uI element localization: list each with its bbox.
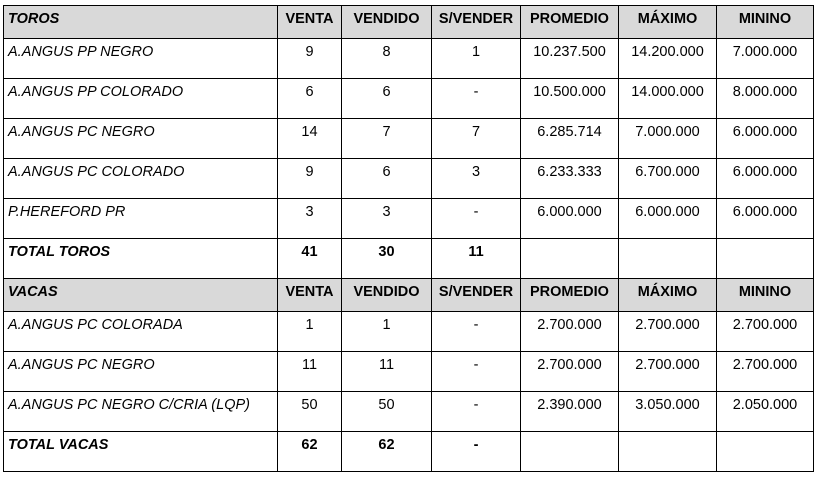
col-header-minimo: MININO — [717, 279, 814, 312]
promedio-cell: 2.390.000 — [521, 392, 619, 432]
total-vendido-cell: 62 — [342, 432, 432, 472]
breed-name: A.ANGUS PC COLORADO — [4, 159, 278, 199]
minimo-cell: 8.000.000 — [717, 79, 814, 119]
breed-name: A.ANGUS PC NEGRO — [4, 352, 278, 392]
maximo-cell: 2.700.000 — [619, 312, 717, 352]
sin-vender-cell: 3 — [432, 159, 521, 199]
col-header-venta: VENTA — [278, 6, 342, 39]
venta-cell: 9 — [278, 39, 342, 79]
total-promedio-cell — [521, 432, 619, 472]
promedio-cell: 2.700.000 — [521, 312, 619, 352]
maximo-cell: 6.000.000 — [619, 199, 717, 239]
total-promedio-cell — [521, 239, 619, 279]
toros-header-row — [4, 6, 814, 39]
breed-name: A.ANGUS PC COLORADA — [4, 312, 278, 352]
maximo-cell: 14.000.000 — [619, 79, 717, 119]
table-row — [4, 392, 814, 432]
sin-vender-cell: - — [432, 199, 521, 239]
vendido-cell: 3 — [342, 199, 432, 239]
maximo-cell: 7.000.000 — [619, 119, 717, 159]
sales-table — [3, 5, 814, 472]
minimo-cell: 2.700.000 — [717, 352, 814, 392]
col-header-promedio: PROMEDIO — [521, 6, 619, 39]
total-vendido-cell: 30 — [342, 239, 432, 279]
promedio-cell: 6.285.714 — [521, 119, 619, 159]
total-venta-cell: 41 — [278, 239, 342, 279]
total-vacas-row — [4, 432, 814, 472]
promedio-cell: 10.237.500 — [521, 39, 619, 79]
col-header-maximo: MÁXIMO — [619, 279, 717, 312]
venta-cell: 3 — [278, 199, 342, 239]
breed-name: A.ANGUS PP COLORADO — [4, 79, 278, 119]
sin-vender-cell: - — [432, 392, 521, 432]
total-sin-vender-cell: - — [432, 432, 521, 472]
sin-vender-cell: - — [432, 352, 521, 392]
sin-vender-cell: 1 — [432, 39, 521, 79]
total-minimo-cell — [717, 432, 814, 472]
section-title-toros: TOROS — [4, 6, 278, 39]
col-header-minimo: MININO — [717, 6, 814, 39]
breed-name: A.ANGUS PC NEGRO C/CRIA (LQP) — [4, 392, 278, 432]
vendido-cell: 50 — [342, 392, 432, 432]
col-header-venta: VENTA — [278, 279, 342, 312]
maximo-cell: 3.050.000 — [619, 392, 717, 432]
col-header-sin-vender: S/VENDER — [432, 279, 521, 312]
vendido-cell: 6 — [342, 79, 432, 119]
col-header-vendido: VENDIDO — [342, 6, 432, 39]
table-row — [4, 352, 814, 392]
table-row — [4, 79, 814, 119]
vendido-cell: 1 — [342, 312, 432, 352]
breed-name: A.ANGUS PC NEGRO — [4, 119, 278, 159]
venta-cell: 9 — [278, 159, 342, 199]
minimo-cell: 6.000.000 — [717, 119, 814, 159]
total-venta-cell: 62 — [278, 432, 342, 472]
sin-vender-cell: - — [432, 79, 521, 119]
col-header-maximo: MÁXIMO — [619, 6, 717, 39]
total-sin-vender-cell: 11 — [432, 239, 521, 279]
minimo-cell: 2.050.000 — [717, 392, 814, 432]
breed-name: P.HEREFORD PR — [4, 199, 278, 239]
venta-cell: 11 — [278, 352, 342, 392]
vacas-header-row — [4, 279, 814, 312]
vendido-cell: 8 — [342, 39, 432, 79]
section-title-vacas: VACAS — [4, 279, 278, 312]
total-maximo-cell — [619, 239, 717, 279]
vendido-cell: 11 — [342, 352, 432, 392]
venta-cell: 50 — [278, 392, 342, 432]
minimo-cell: 2.700.000 — [717, 312, 814, 352]
table-row — [4, 312, 814, 352]
maximo-cell: 14.200.000 — [619, 39, 717, 79]
minimo-cell: 7.000.000 — [717, 39, 814, 79]
venta-cell: 14 — [278, 119, 342, 159]
total-label: TOTAL VACAS — [4, 432, 278, 472]
maximo-cell: 6.700.000 — [619, 159, 717, 199]
vendido-cell: 7 — [342, 119, 432, 159]
promedio-cell: 6.233.333 — [521, 159, 619, 199]
total-label: TOTAL TOROS — [4, 239, 278, 279]
vendido-cell: 6 — [342, 159, 432, 199]
table-row — [4, 39, 814, 79]
total-toros-row — [4, 239, 814, 279]
minimo-cell: 6.000.000 — [717, 199, 814, 239]
promedio-cell: 10.500.000 — [521, 79, 619, 119]
promedio-cell: 2.700.000 — [521, 352, 619, 392]
breed-name: A.ANGUS PP NEGRO — [4, 39, 278, 79]
col-header-sin-vender: S/VENDER — [432, 6, 521, 39]
table-row — [4, 119, 814, 159]
table-row — [4, 199, 814, 239]
venta-cell: 6 — [278, 79, 342, 119]
minimo-cell: 6.000.000 — [717, 159, 814, 199]
maximo-cell: 2.700.000 — [619, 352, 717, 392]
promedio-cell: 6.000.000 — [521, 199, 619, 239]
total-maximo-cell — [619, 432, 717, 472]
table-row — [4, 159, 814, 199]
total-minimo-cell — [717, 239, 814, 279]
sin-vender-cell: 7 — [432, 119, 521, 159]
venta-cell: 1 — [278, 312, 342, 352]
sin-vender-cell: - — [432, 312, 521, 352]
col-header-vendido: VENDIDO — [342, 279, 432, 312]
col-header-promedio: PROMEDIO — [521, 279, 619, 312]
